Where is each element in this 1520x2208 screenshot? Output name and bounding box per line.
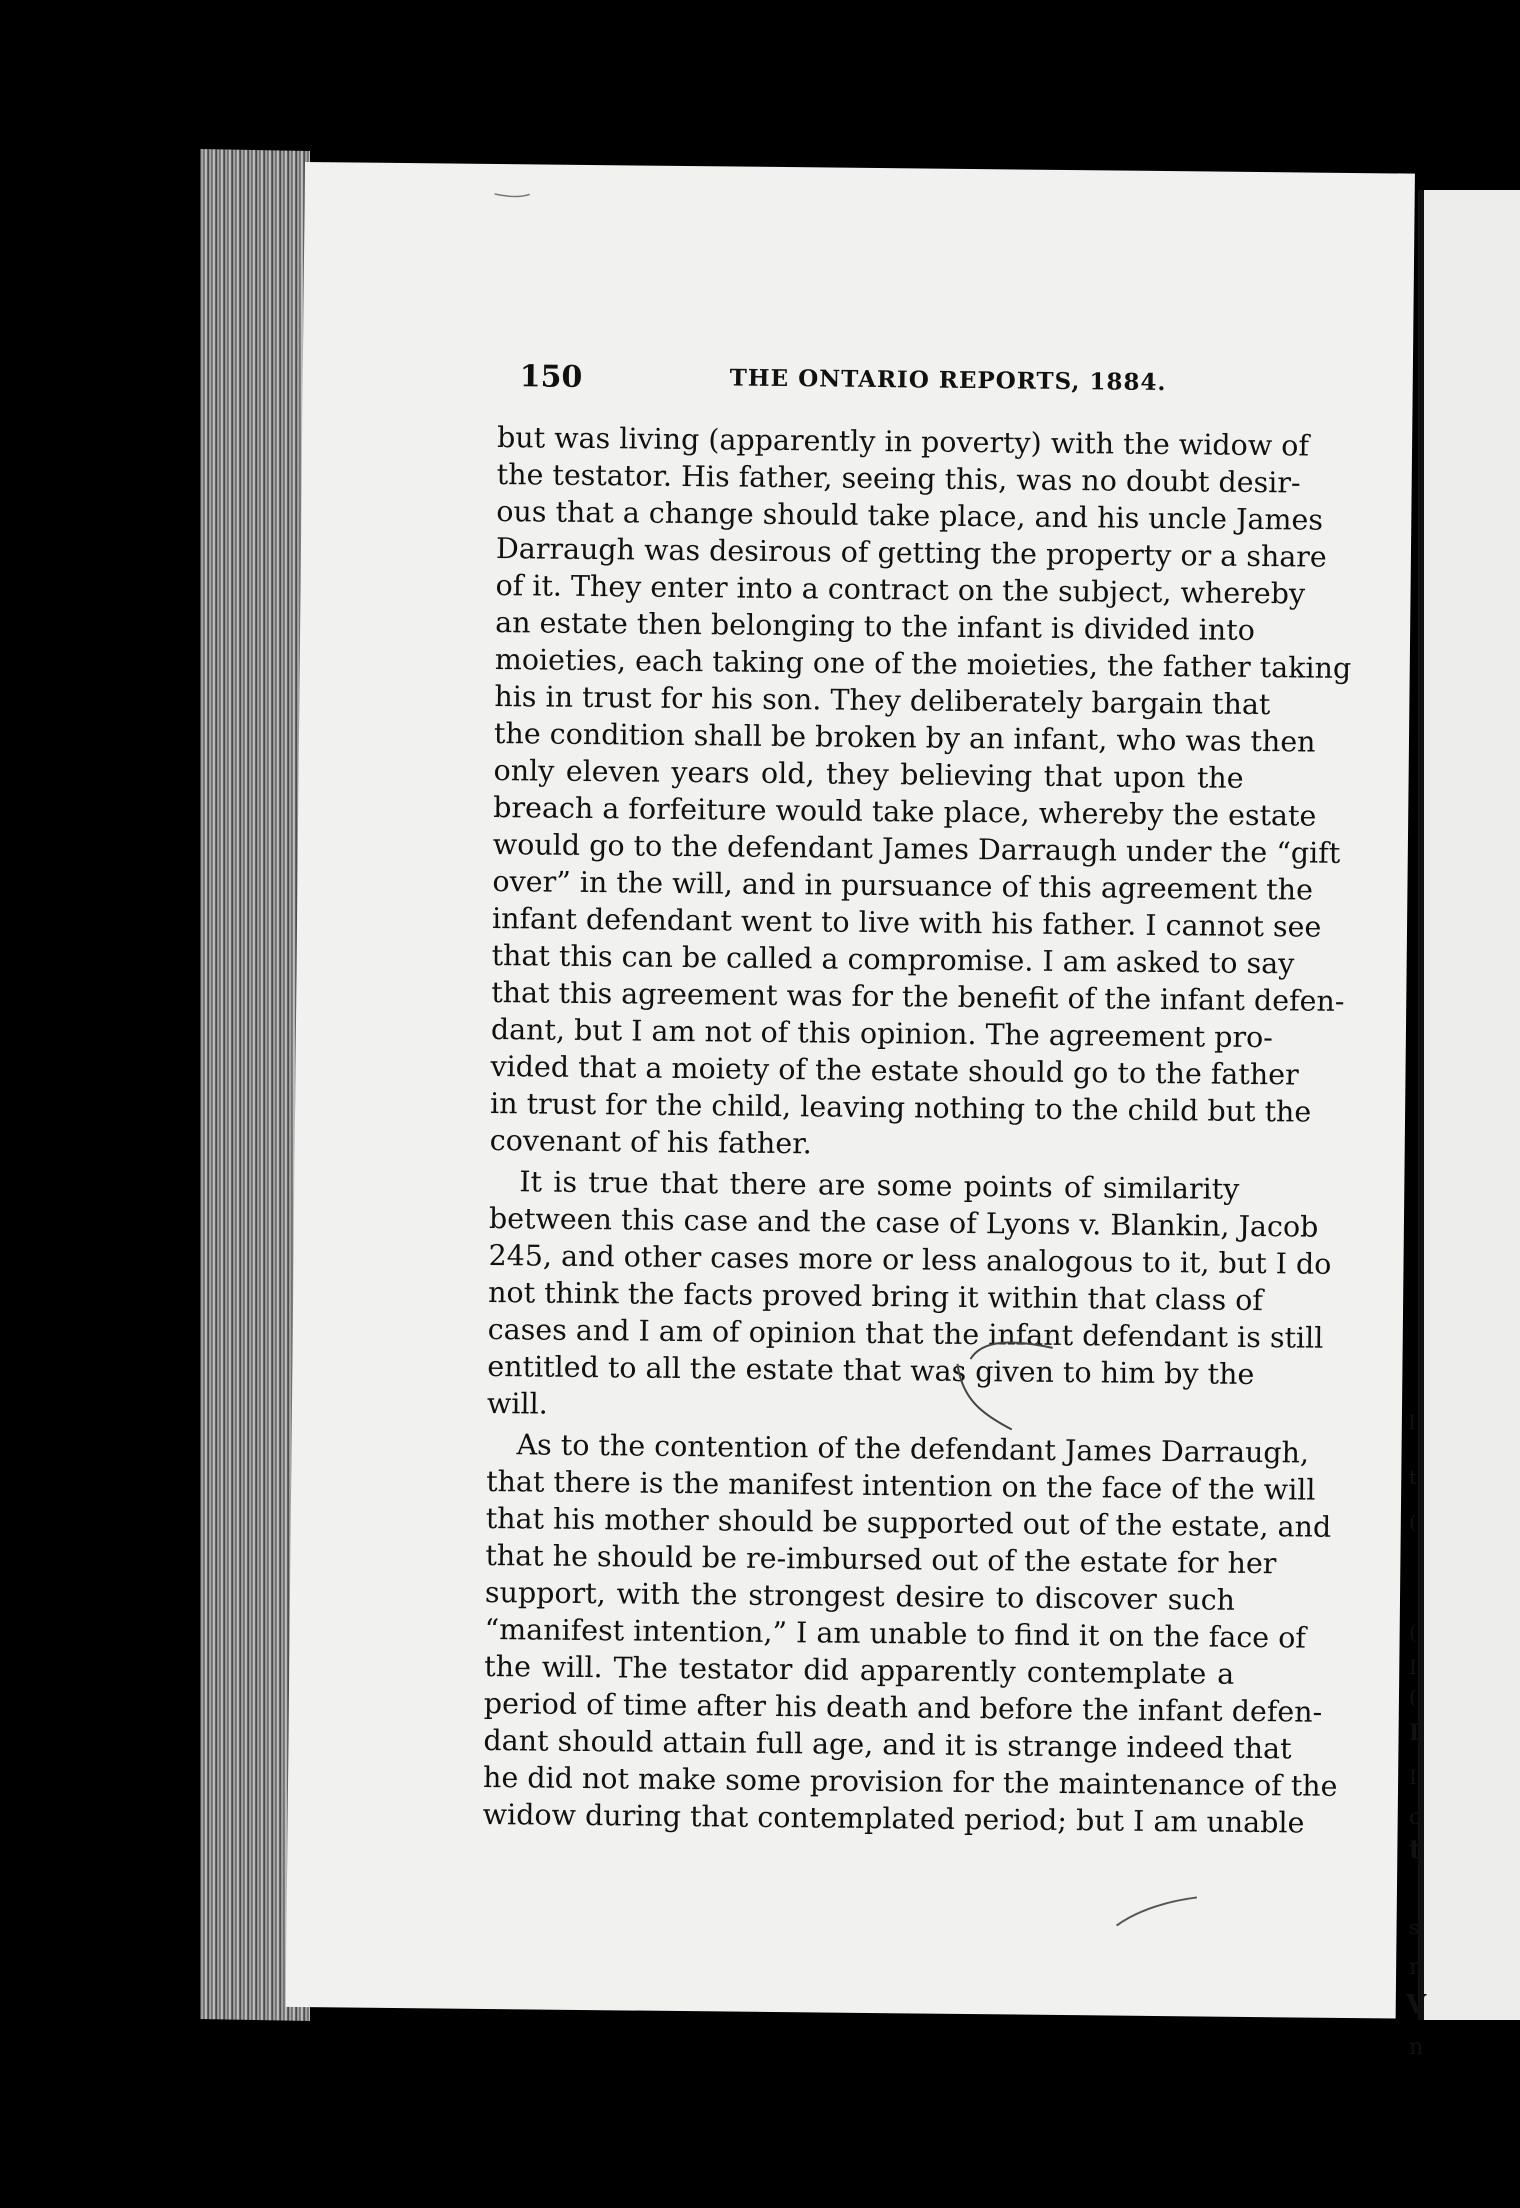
text-line: will. <box>486 1386 548 1421</box>
text-line: infant defendant went to live with his father. I cannot see <box>491 902 1322 944</box>
text-line: that this agreement was for the benefit of the infant defen- <box>491 975 1345 1018</box>
facing-page-letter: n <box>1409 2035 1424 2060</box>
text-line: dant should attain full age, and it is strange indeed that <box>483 1723 1292 1766</box>
text-line: vided that a moiety of the estate should go to the father <box>490 1049 1299 1092</box>
text-line: entitled to all the estate that was given to him by the <box>487 1349 1255 1392</box>
text-line: It is true that there are some points of similarity <box>519 1165 1240 1206</box>
text-line: he did not make some provision for the maintenance of the <box>482 1760 1338 1803</box>
text-line: his in trust for his son. They deliberately bargain that <box>494 680 1271 722</box>
text-line: of it. They enter into a contract on the subject, whereby <box>495 569 1306 611</box>
text-line: the condition shall be broken by an infant, who was then <box>493 717 1316 759</box>
facing-page-letter: V <box>1406 1990 1427 2020</box>
text-line: ous that a change should take place, and his uncle James <box>496 495 1324 537</box>
text-line: support, with the strongest desire to discover such <box>484 1575 1236 1617</box>
text-line: covenant of his father. <box>489 1123 812 1161</box>
facing-page-letter: o <box>1409 1805 1423 1830</box>
text-line: dant, but I am not of this opinion. The agreement pro- <box>490 1012 1274 1055</box>
text-line: cases and I am of opinion that the infant defendant is still <box>487 1312 1324 1355</box>
facing-page-letter: t <box>1409 1465 1418 1489</box>
page-header <box>519 359 1167 397</box>
text-line: breach a forfeiture would take place, whereby the estate <box>493 791 1317 833</box>
facing-page-letter: s <box>1409 1915 1420 1939</box>
text-line: that this can be called a compromise. I am asked to say <box>491 938 1295 981</box>
text-line: widow during that contemplated period; but I am unable <box>482 1797 1305 1840</box>
text-line: the testator. His father, seeing this, was no doubt desir- <box>496 458 1301 500</box>
facing-page-edge <box>1406 190 1520 2060</box>
text-line: As to the contention of the defendant James Darraugh, <box>516 1428 1310 1470</box>
text-line: over” in the will, and in pursuance of this agreement the <box>492 865 1314 907</box>
facing-page-letter: l <box>1409 1410 1416 1434</box>
text-line: not think the facts proved bring it within that class of <box>487 1275 1264 1318</box>
facing-page-letter: I <box>1409 1765 1417 1789</box>
running-head: THE ONTARIO REPORTS, 1884. <box>729 364 1167 397</box>
book-page <box>286 162 1418 2019</box>
paragraph-3 <box>482 1426 1338 1841</box>
text-line: would go to the defendant James Darraugh under the “gift <box>492 828 1341 870</box>
page-number: 150 <box>519 359 583 395</box>
text-line: an estate then belonging to the infant is divided into <box>495 606 1256 647</box>
facing-page-letter: ( <box>1409 1620 1417 1644</box>
text-line: period of time after his death and before the infant defen- <box>483 1686 1323 1729</box>
facing-page-letter: n <box>1409 1955 1424 1980</box>
text-line: the will. The testator did apparently contemplate a <box>484 1649 1235 1691</box>
body-text <box>482 419 1352 1845</box>
paragraph-1 <box>489 419 1352 1167</box>
text-line: that there is the manifest intention on the face of the will <box>486 1464 1316 1507</box>
text-line: that his mother should be supported out of the estate, and <box>485 1501 1332 1544</box>
text-line: but was living (apparently in poverty) with the widow of <box>496 421 1310 463</box>
facing-page-letter: ( <box>1409 1685 1417 1709</box>
text-line: in trust for the child, leaving nothing to the child but the <box>489 1086 1312 1129</box>
text-line: between this case and the case of Lyons v. Blankin, Jacob <box>488 1201 1319 1244</box>
text-line: 245, and other cases more or less analogous to it, but I do <box>488 1238 1332 1281</box>
facing-page-letter: I <box>1409 1655 1417 1679</box>
facing-page-letter: ( <box>1409 1510 1417 1534</box>
text-line: only eleven years old, they believing that upon the <box>493 754 1244 795</box>
paragraph-2 <box>486 1163 1332 1430</box>
text-line: “manifest intention,” I am unable to find it on the face of <box>484 1612 1307 1655</box>
text-line: Darraugh was desirous of getting the property or a share <box>495 532 1327 574</box>
facing-page-letter: t <box>1409 1835 1422 1865</box>
facing-page-letter: I <box>1409 1720 1420 1746</box>
text-line: that he should be re-imbursed out of the estate for her <box>485 1538 1277 1581</box>
text-line: moieties, each taking one of the moieties, the father taking <box>494 643 1352 685</box>
